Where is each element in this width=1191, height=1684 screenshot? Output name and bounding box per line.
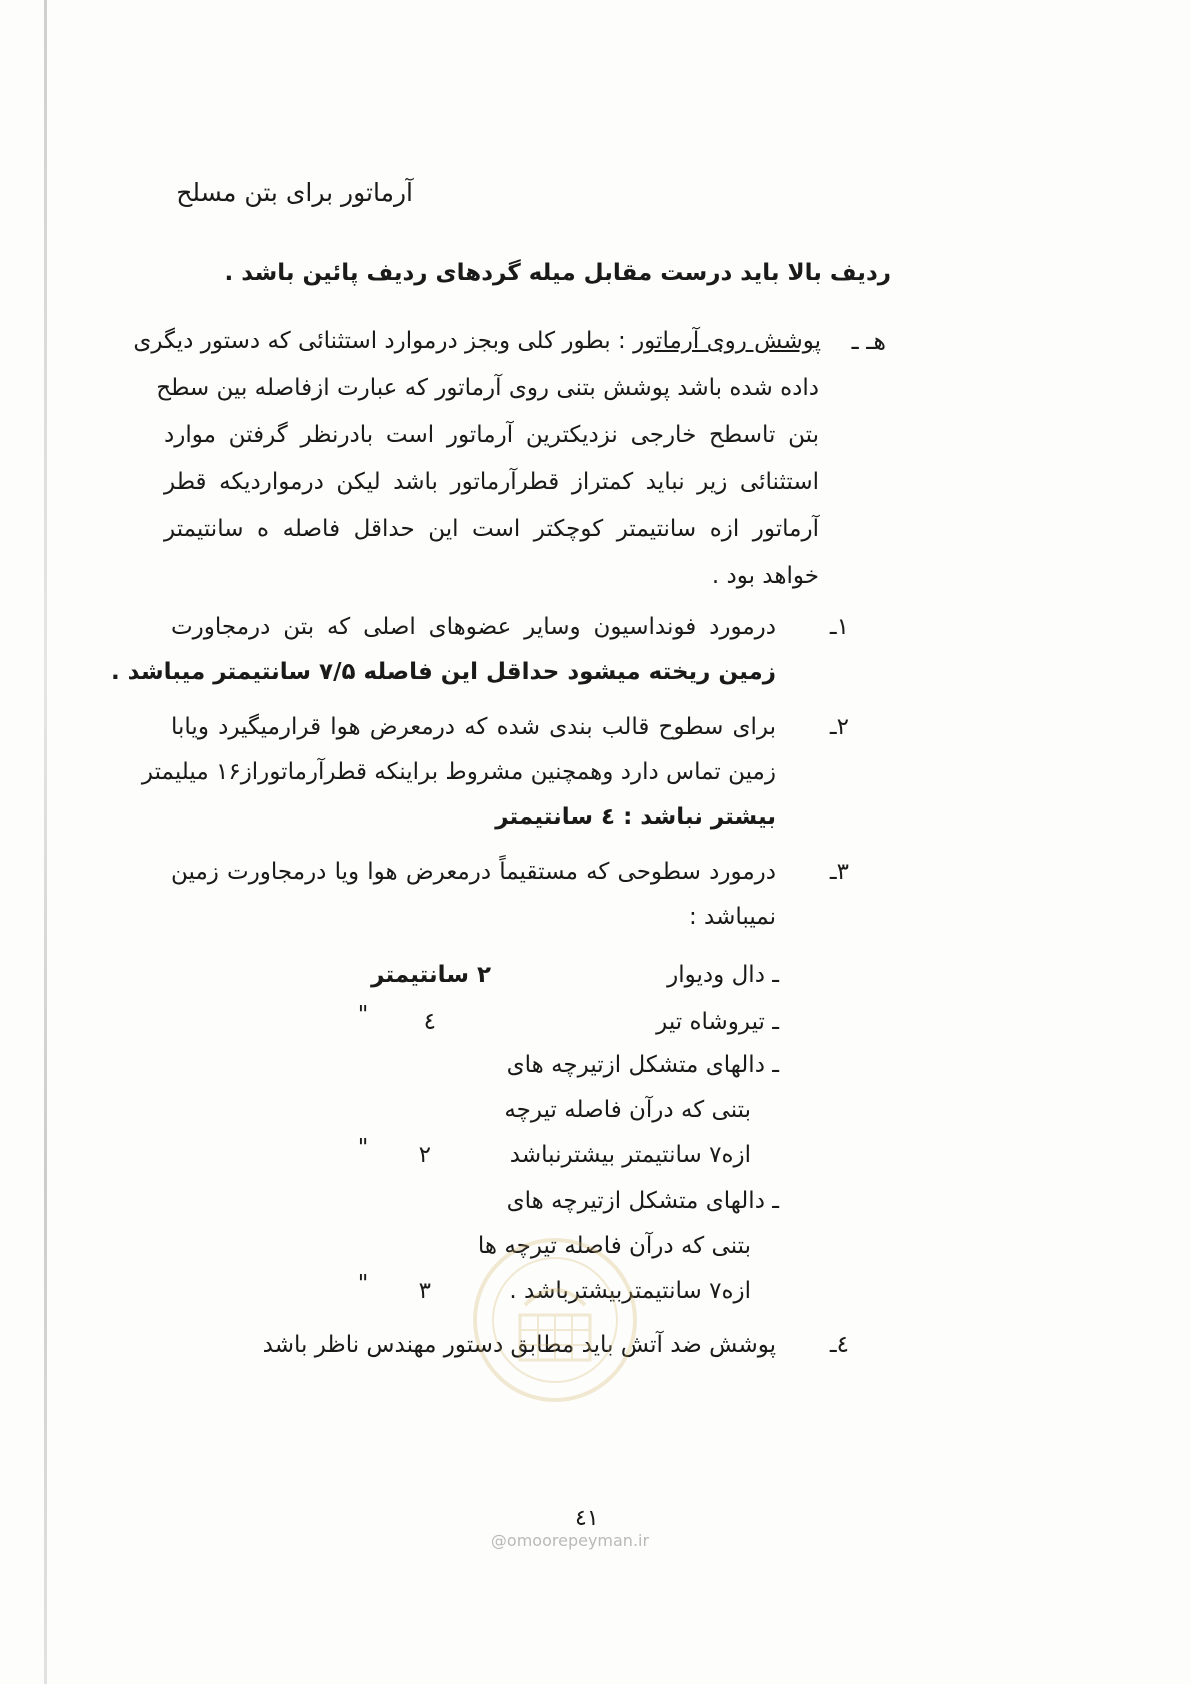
item-3-line-1: درمورد سطوحی که مستقیماً درمعرض هوا ویا درمجاورت زمین (171, 859, 776, 885)
section-h-line-5: آرماتور ازه سانتیمتر کوچکتر است این حداقل فاصله ه سانتیمتر (164, 516, 819, 542)
cover-row-4-label-2: بتنی که درآن فاصله تیرچه ها (477, 1233, 751, 1259)
section-h-heading: پوشش روی آرماتور (633, 328, 821, 354)
section-h-line-4: استثنائی زیر نباید کمتراز قطرآرماتور باشد لیکن درمواردیکه قطر (164, 469, 819, 495)
section-h-line-6: خواهد بود . (711, 563, 819, 589)
page-title: آرماتور برای بتن مسلح (176, 178, 413, 207)
cover-row-4-label-3: ازه۷ سانتیمتربیشترباشد . (509, 1278, 751, 1304)
section-h-line-2: داده شده باشد پوشش بتنی روی آرماتور که عبارت ازفاصله بین سطح (156, 375, 819, 401)
item-4-number: ٤ـ (829, 1332, 849, 1358)
cover-row-3-value: ۲ (418, 1142, 431, 1168)
cover-row-3-ditto: " (357, 1135, 369, 1161)
cover-row-3-label-2: بتنی که درآن فاصله تیرچه (504, 1097, 751, 1123)
item-3-number: ۳ـ (829, 859, 849, 885)
cover-row-2-label: ـ تیروشاه تیر (656, 1009, 779, 1035)
item-2-line-2: زمین تماس دارد وهمچنین مشروط براینکه قطرآرماتوراز۱۶ میلیمتر (141, 759, 776, 785)
item-1-line-1: درمورد فونداسیون وسایر عضوهای اصلی که بتن درمجاورت (171, 614, 776, 640)
section-h-line-3: بتن تاسطح خارجی نزدیکترین آرماتور است بادرنظر گرفتن موارد (164, 422, 819, 448)
item-1-number: ۱ـ (829, 614, 849, 640)
section-h-marker: هـ ـ (851, 327, 886, 355)
cover-row-2-value: ٤ (423, 1009, 436, 1035)
cover-row-3-label-3: ازه۷ سانتیمتر بیشترنباشد (509, 1142, 751, 1168)
item-2-line-3: بیشتر نباشد : ٤ سانتیمتر (495, 804, 776, 830)
item-2-number: ۲ـ (829, 714, 849, 740)
watermark-seal-icon (470, 1235, 640, 1405)
cover-row-4-value: ۳ (418, 1278, 431, 1304)
cover-row-2-ditto: " (357, 1002, 369, 1028)
cover-row-1-label: ـ دال ودیوار (667, 962, 779, 988)
cover-row-3-label-1: ـ دالهای متشکل ازتیرچه های (506, 1052, 779, 1078)
cover-row-1-value: ۲ سانتیمتر (371, 962, 491, 988)
cover-row-4-ditto: " (357, 1271, 369, 1297)
section-h-line-1 (133, 326, 821, 356)
watermark-text: @omoorepeyman.ir (490, 1531, 650, 1550)
page-number: ٤١ (575, 1506, 599, 1531)
intro-line: ردیف بالا باید درست مقابل میله گردهای ردیف پائین باشد . (224, 260, 891, 286)
item-4-text: پوشش ضد آتش باید مطابق دستور مهندس ناظر باشد (262, 1332, 776, 1358)
section-h-line-1-text: : بطور کلی وبجز درموارد استثنائی که دستور دیگری (133, 328, 626, 354)
cover-row-4-label-1: ـ دالهای متشکل ازتیرچه های (506, 1188, 779, 1214)
item-3-line-2: نمیباشد : (689, 904, 776, 930)
item-2-line-1: برای سطوح قالب بندی شده که درمعرض هوا قرارمیگیرد ویابا (171, 714, 776, 740)
item-1-line-2: زمین ریخته میشود حداقل این فاصله ۷/۵ سانتیمتر میباشد . (110, 659, 776, 685)
